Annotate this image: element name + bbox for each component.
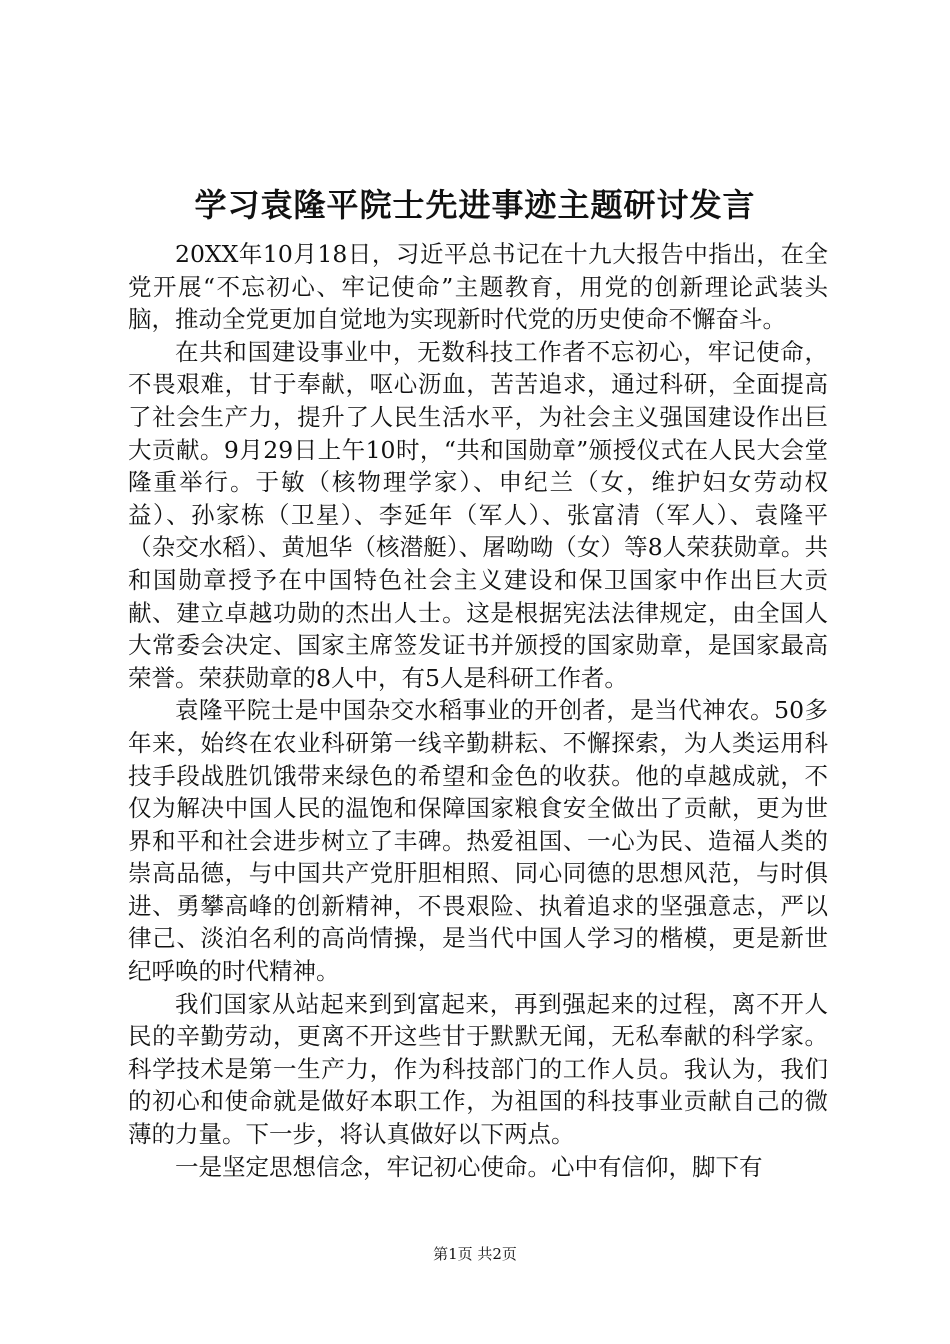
- paragraph-4: 我们国家从站起来到到富起来，再到强起来的过程，离不开人民的辛勤劳动，更离不开这些甘于默默无闻，无私奉献的科学家。科学技术是第一生产力，作为科技部门的工作人员。我认为，我们的初心和使命就是做好本职工作，为祖国的科技事业贡献自己的微薄的力量。下一步，将认真做好以下两点。: [128, 989, 828, 1149]
- page-number-footer: 第1页 共2页: [433, 1245, 517, 1263]
- paragraph-5: 一是坚定思想信念，牢记初心使命。心中有信仰，脚下有: [175, 1152, 763, 1181]
- document-body: [128, 238, 828, 1183]
- paragraph-2: 在共和国建设事业中，无数科技工作者不忘初心，牢记使命，不畏艰难，甘于奉献，呕心沥血，苦苦追求，通过科研，全面提高了社会生产力，提升了人民生活水平，为社会主义强国建设作出巨大贡献。9月29日上午10时，“共和国勋章”颁授仪式在人民大会堂隆重举行。于敏（核物理学家）、申纪兰（女，维护妇女劳动权益）、孙家栋（卫星）、李延年（军人）、张富清（军人）、袁隆平（杂交水稻）、黄旭华（核潜艇）、屠呦呦（女）等8人荣获勋章。共和国勋章授予在中国特色社会主义建设和保卫国家中作出巨大贡献、建立卓越功勋的杰出人士。这是根据宪法法律规定，由全国人大常委会决定、国家主席签发证书并颁授的国家勋章，是国家最高荣誉。荣获勋章的8人中，有5人是科研工作者。: [128, 337, 828, 692]
- document-title: 学习袁隆平院士先进事迹主题研讨发言: [194, 186, 756, 224]
- paragraph-1: 20XX年10月18日，习近平总书记在十九大报告中指出，在全党开展“不忘初心、牢记使命”主题教育，用党的创新理论武装头脑，推动全党更加自觉地为实现新时代党的历史使命不懈奋斗。: [128, 240, 828, 334]
- paragraph-3: 袁隆平院士是中国杂交水稻事业的开创者，是当代神农。50多年来，始终在农业科研第一线辛勤耕耘、不懈探索，为人类运用科技手段战胜饥饿带来绿色的希望和金色的收获。他的卓越成就，不仅为解决中国人民的温饱和保障国家粮食安全做出了贡献，更为世界和平和社会进步树立了丰碑。热爱祖国、一心为民、造福人类的崇高品德，与中国共产党肝胆相照、同心同德的思想风范，与时俱进、勇攀高峰的创新精神，不畏艰险、执着追求的坚强意志，严以律己、淡泊名利的高尚情操，是当代中国人学习的楷模，更是新世纪呼唤的时代精神。: [128, 696, 828, 986]
